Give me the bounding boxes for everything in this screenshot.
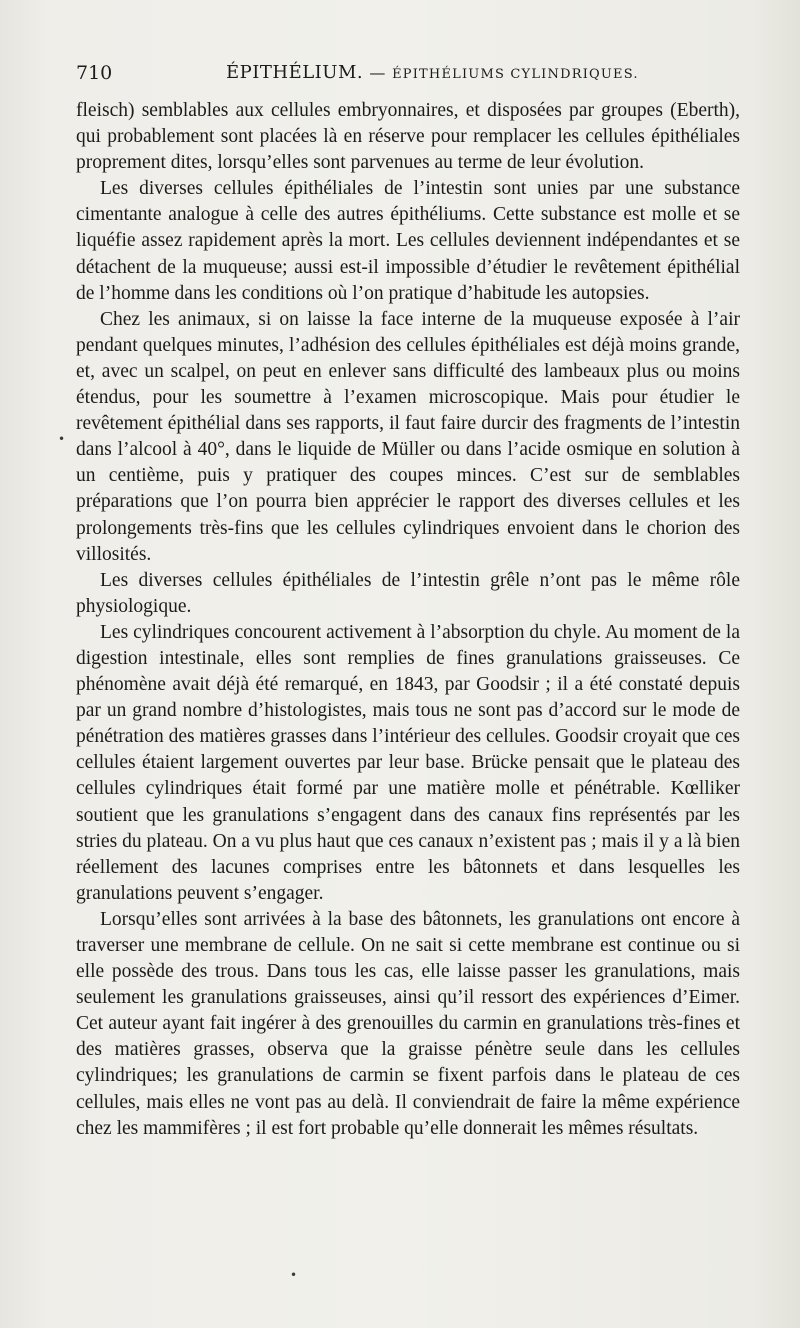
page-number: 710 xyxy=(76,62,113,84)
running-title xyxy=(226,62,639,83)
paragraph-1: fleisch) semblables aux cellules embryonnaires, et disposées par groupes (Eberth), qui probablement sont placées là en réserve pour remplacer les cellules épithéliales proprement dites, lorsqu’elles sont parvenues au terme de leur évolution. xyxy=(76,100,740,174)
paragraph-2: Les diverses cellules épithéliales de l’intestin sont unies par une substance cimentante analogue à celle des autres épithéliums. Cette substance est molle et se liquéfie assez rapidement après la mort. Les cellules deviennent indépendantes et se détachent de la muqueuse; aussi est-il impossible d’étudier le revêtement épithélial de l’homme dans les conditions où l’on pratique d’habitude les autopsies. xyxy=(76,178,740,304)
bottom-speck: • xyxy=(290,1268,298,1282)
header-subtitle: ÉPITHÉLIUMS CYLINDRIQUES. xyxy=(392,67,639,82)
header-separator: — xyxy=(369,63,386,82)
paragraph-3: Chez les animaux, si on laisse la face interne de la muqueuse exposée à l’air pendant quelques minutes, l’adhésion des cellules épithéliales est déjà moins grande, et, avec un scalpel, on peut en enlever sans difficulté des lambeaux plus ou moins étendus, pour les soumettre à l’examen microscopique. Mais pour étudier le revêtement épithélial dans ses rapports, il faut faire durcir des fragments de l’intestin dans l’alcool à 40°, dans le liquide de Müller ou dans l’acide osmique en solution à un centième, puis y pratiquer des coupes minces. C’est sur de semblables préparations que l’on pourra bien apprécier le rapport des diverses cellules et les prolongements très-fins que les cellules cylindriques envoient dans le chorion des villosités. xyxy=(76,308,740,565)
header-title: ÉPITHÉLIUM. xyxy=(226,62,364,83)
running-header xyxy=(76,62,726,90)
paragraph-6: Lorsqu’elles sont arrivées à la base des bâtonnets, les granulations ont encore à traverser une membrane de cellule. On ne sait si cette membrane est continue ou si elle possède des trous. Dans tous les cas, elle laisse passer les granulations, mais seulement les granulations graisseuses, ainsi qu’il ressort des expériences d’Eimer. Cet auteur ayant fait ingérer à des grenouilles du carmin en granulations très-fines et des matières grasses, observa que la graisse pénètre seule dans les cellules cylindriques; les granulations de carmin se fixent parfois dans le plateau de ces cellules, mais elles ne vont pas au delà. Il conviendrait de faire la même expérience chez les mammifères ; il est fort probable qu’elle donnerait les mêmes résultats. xyxy=(76,908,740,1139)
paragraph-4: Les diverses cellules épithéliales de l’intestin grêle n’ont pas le même rôle physiologique. xyxy=(76,569,740,617)
paragraph-5: Les cylindriques concourent activement à l’absorption du chyle. Au moment de la digestion intestinale, elles sont remplies de fines granulations graisseuses. Ce phénomène avait déjà été remarqué, en 1843, par Goodsir ; il a été constaté depuis par un grand nombre d’histologistes, mais tous ne sont pas d’accord sur le mode de pénétration des matières grasses dans l’intérieur des cellules. Goodsir croyait que ces cellules étaient largement ouvertes par leur base. Brücke pensait que le plateau des cellules cylindriques était formé par une matière molle et pénétrable. Kœlliker soutient que les granulations s’engagent dans des canaux fins représentés par les stries du plateau. On a vu plus haut que ces canaux n’existent pas ; mais il y a là bien réellement des lacunes comprises entre les bâtonnets et dans lesquelles les granulations peuvent s’engager. xyxy=(76,621,740,904)
body-text xyxy=(76,98,740,1142)
margin-speck: • xyxy=(58,432,66,446)
